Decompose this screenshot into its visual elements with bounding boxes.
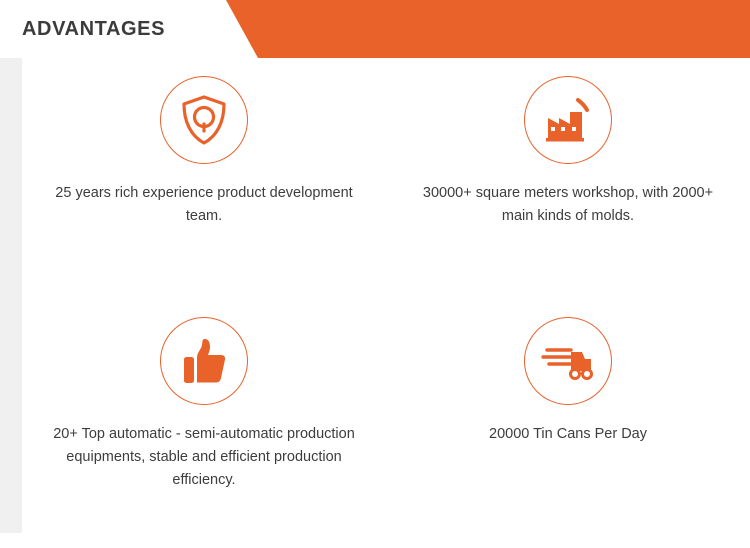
thumbs-up-icon: [160, 317, 248, 405]
factory-icon: [524, 76, 612, 164]
advantage-text-1: 25 years rich experience product development team.: [55, 185, 353, 225]
advantage-text-2: 30000+ square meters workshop, with 2000+ main kinds of molds.: [422, 185, 714, 225]
page-title: ADVANTAGES: [22, 18, 166, 40]
advantage-item-2: [386, 76, 750, 305]
advantage-item-1: [22, 76, 386, 305]
advantage-item-4: [386, 305, 750, 534]
bottom-strip: [0, 533, 750, 548]
advantage-item-3: [22, 305, 386, 534]
header-band: [0, 0, 750, 58]
advantage-text-4: 20000 Tin Cans Per Day: [489, 425, 647, 442]
shield-quality-icon: [160, 76, 248, 164]
delivery-truck-icon: [524, 317, 612, 405]
advantage-text-3: 20+ Top automatic - semi-automatic production equipments, stable and efficient production efficiency.: [53, 425, 355, 489]
advantages-grid: [22, 58, 750, 533]
left-rail: [0, 58, 22, 533]
